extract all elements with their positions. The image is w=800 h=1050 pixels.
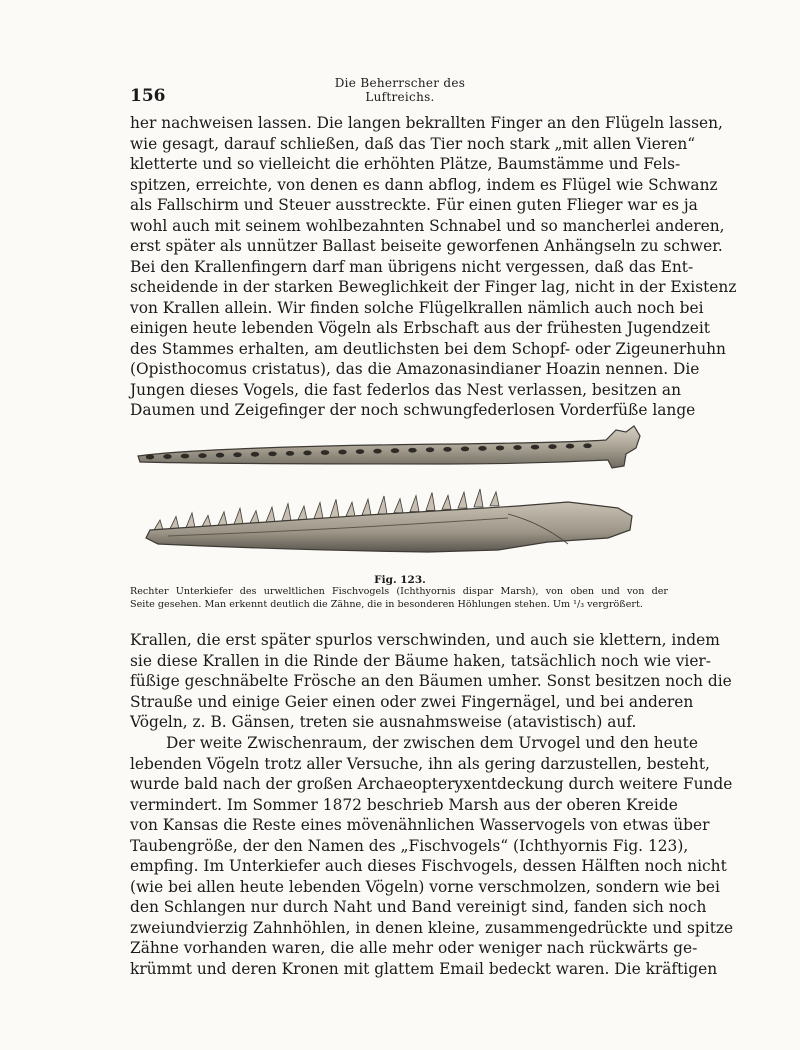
text-line: zweiundvierzig Zahnhöhlen, in denen kleine, zusammengedrückte und spitze xyxy=(130,918,734,937)
jaw-top-view xyxy=(138,426,640,468)
tooth xyxy=(410,496,419,512)
tooth xyxy=(282,504,291,521)
text-line: den Schlangen nur durch Naht und Band vereinigt sind, fanden sich noch xyxy=(130,898,707,916)
text-line: als Fallschirm und Steuer ausstreckte. Für einen guten Flieger war es ja xyxy=(130,196,698,214)
tooth xyxy=(202,515,211,526)
figure-label: Fig. 123. xyxy=(374,574,426,586)
text-line: Strauße und einige Geier einen oder zwei Fingernägel, und bei anderen xyxy=(130,692,694,711)
figure-jawbone-illustration xyxy=(128,418,668,566)
tooth-socket xyxy=(373,449,381,454)
caption-line: Seite gesehen. Man erkennt deutlich die Zähne, die in besonderen Höhlungen stehen. Um ¹/₃ vergrößert. xyxy=(130,598,643,610)
text-line: füßige geschnäbelte Frösche an den Bäumen umher. Sonst besitzen noch die xyxy=(130,672,732,690)
figure-caption xyxy=(130,586,668,611)
tooth-socket xyxy=(181,454,189,459)
tooth xyxy=(490,492,499,506)
caption-line: Rechter Unterkiefer des urweltlichen Fischvogels (Ichthyornis dispar Marsh), von oben und von der xyxy=(130,586,668,597)
tooth-socket xyxy=(251,452,259,457)
tooth-socket xyxy=(303,451,311,456)
text-line: lebenden Vögeln trotz aller Versuche, ihn als gering darzustellen, besteht, xyxy=(130,754,710,773)
text-line: des Stammes erhalten, am deutlichsten bei dem Schopf- oder Zigeunerhuhn xyxy=(130,339,726,358)
tooth xyxy=(154,520,163,530)
text-line: Krallen, die erst später spurlos verschwinden, und auch sie klettern, indem xyxy=(130,631,720,649)
text-line: Vögeln, z. B. Gänsen, treten sie ausnahmsweise (atavistisch) auf. xyxy=(130,713,637,731)
tooth xyxy=(362,499,371,515)
tooth xyxy=(170,516,179,528)
text-line: Daumen und Zeigefinger der noch schwungfederlosen Vorderfüße lange xyxy=(130,401,696,419)
jawbone-drawing xyxy=(128,418,668,566)
tooth-socket xyxy=(146,455,154,460)
tooth-socket xyxy=(496,446,504,451)
tooth xyxy=(234,508,243,524)
tooth-socket xyxy=(321,450,329,455)
text-line: spitzen, erreichte, von denen es dann abflog, indem es Flügel wie Schwanz xyxy=(130,175,718,194)
tooth-socket xyxy=(338,450,346,455)
text-line: wurde bald nach der großen Archaeopteryxentdeckung durch weitere Funde xyxy=(130,775,733,793)
tooth-socket xyxy=(513,445,521,450)
tooth-socket xyxy=(408,448,416,453)
tooth-socket xyxy=(286,451,294,456)
tooth xyxy=(298,506,307,520)
text-line: wohl auch mit seinem wohlbezahnten Schnabel und so mancherlei anderen, xyxy=(130,216,725,235)
tooth xyxy=(266,507,275,522)
tooth-socket xyxy=(198,453,206,458)
tooth-socket xyxy=(566,444,574,449)
tooth xyxy=(394,499,403,513)
running-head: Die Beherrscher des Luftreichs. xyxy=(334,76,466,104)
text-line: (wie bei allen heute lebenden Vögeln) vorne verschmolzen, sondern wie bei xyxy=(130,877,720,896)
text-line: erst später als unnützer Ballast beiseite geworfenen Anhängseln zu schwer. xyxy=(130,237,723,255)
text-line: (Opisthocomus cristatus), das die Amazonasindianer Hoazin nennen. Die xyxy=(130,360,700,378)
tooth-socket xyxy=(548,444,556,449)
text-line: scheidende in der starken Beweglichkeit der Finger lag, nicht in der Existenz xyxy=(130,278,737,296)
tooth-socket xyxy=(531,445,539,450)
text-line: Jungen dieses Vogels, die fast federlos das Nest verlassen, besitzen an xyxy=(130,380,681,399)
tooth-socket xyxy=(163,454,171,459)
text-line: wie gesagt, darauf schließen, daß das Tier noch stark „mit allen Vieren“ xyxy=(130,134,696,153)
text-line: einigen heute lebenden Vögeln als Erbschaft aus der frühesten Jugendzeit xyxy=(130,319,710,337)
tooth-socket xyxy=(356,449,364,454)
tooth xyxy=(218,512,227,526)
tooth xyxy=(250,511,259,523)
tooth xyxy=(442,495,451,509)
tooth xyxy=(186,513,195,528)
tooth-socket xyxy=(391,448,399,453)
tooth-socket xyxy=(461,447,469,452)
text-line: sie diese Krallen in die Rinde der Bäume haken, tatsächlich noch wie vier- xyxy=(130,651,711,670)
text-line: Zähne vorhanden waren, die alle mehr oder weniger nach rückwärts ge- xyxy=(130,939,698,957)
text-line: Taubengröße, der den Namen des „Fischvogels“ (Ichthyornis Fig. 123), xyxy=(130,836,689,855)
text-line: von Kansas die Reste eines mövenähnlichen Wasservogels von etwas über xyxy=(130,816,710,834)
text-line: Bei den Krallenfingern darf man übrigens nicht vergessen, daß das Ent- xyxy=(130,257,694,276)
text-line: krümmt und deren Kronen mit glattem Email bedeckt waren. Die kräftigen xyxy=(130,959,718,978)
tooth-socket xyxy=(443,447,451,452)
text-line: Der weite Zwischenraum, der zwischen dem Urvogel und den heute xyxy=(166,734,698,752)
tooth xyxy=(474,489,483,507)
tooth xyxy=(458,492,467,508)
text-line: empfing. Im Unterkiefer auch dieses Fischvogels, dessen Hälften noch nicht xyxy=(130,857,727,875)
tooth xyxy=(378,496,387,514)
tooth xyxy=(426,492,435,510)
text-line: vermindert. Im Sommer 1872 beschrieb Marsh aus der oberen Kreide xyxy=(130,795,678,814)
tooth-socket xyxy=(216,453,224,458)
page-number: 156 xyxy=(130,86,166,106)
tooth-socket xyxy=(268,451,276,456)
tooth xyxy=(346,502,355,516)
tooth-socket xyxy=(426,447,434,452)
text-line: her nachweisen lassen. Die langen bekrallten Finger an den Flügeln lassen, xyxy=(130,114,723,132)
tooth-socket xyxy=(478,446,486,451)
tooth xyxy=(330,499,339,517)
paragraph-2 xyxy=(130,630,732,733)
text-line: von Krallen allein. Wir finden solche Flügelkrallen nämlich auch noch bei xyxy=(130,298,704,317)
text-line: kletterte und so vielleicht die erhöhten Plätze, Baumstämme und Fels- xyxy=(130,155,681,173)
tooth xyxy=(314,503,323,519)
paragraph-3 xyxy=(130,733,734,979)
jaw-side-view xyxy=(146,489,632,552)
tooth-socket xyxy=(233,452,241,457)
tooth-socket xyxy=(583,443,591,448)
paragraph-1 xyxy=(130,113,737,421)
